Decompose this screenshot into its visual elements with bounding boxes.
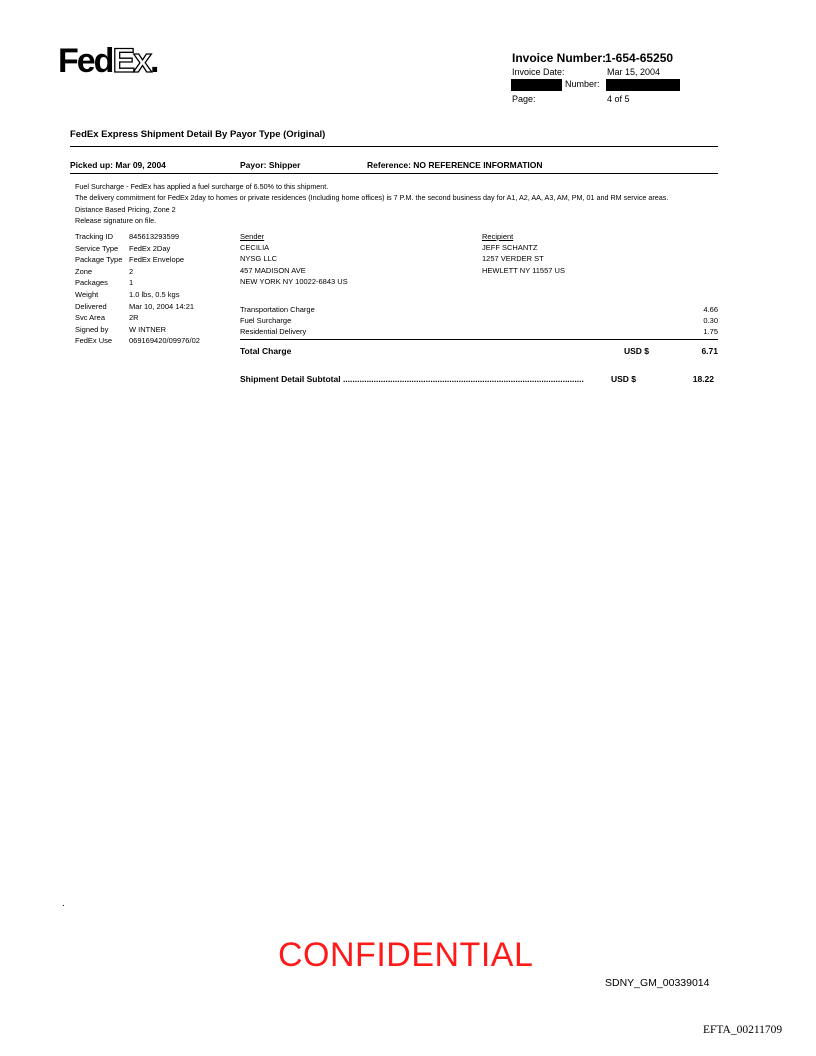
- divider: [240, 339, 718, 340]
- invoice-number-label: Invoice Number:: [512, 51, 607, 65]
- detail-value: 1: [129, 278, 134, 288]
- note-distance-pricing: Distance Based Pricing, Zone 2: [75, 205, 176, 214]
- detail-label: FedEx Use: [75, 336, 113, 346]
- detail-value: 2R: [129, 313, 139, 323]
- confidential-stamp: CONFIDENTIAL: [278, 936, 534, 974]
- recipient-line: JEFF SCHANTZ: [482, 243, 538, 253]
- charge-label: Transportation Charge: [240, 305, 315, 314]
- detail-value: 845613293599: [129, 232, 180, 241]
- page-value: 4 of 5: [607, 94, 630, 104]
- detail-label: Weight: [75, 289, 99, 299]
- sender-line: NYSG LLC: [240, 254, 278, 264]
- invoice-number-value: 1-654-65250: [605, 51, 674, 65]
- charge-amount: 1.75: [703, 327, 718, 336]
- detail-value: 1.0 lbs, 0.5 kgs: [129, 289, 180, 299]
- detail-value: 2: [129, 266, 134, 276]
- account-number-label: Number:: [565, 79, 600, 89]
- picked-up: Picked up: Mar 09, 2004: [70, 160, 166, 170]
- page-label: Page:: [512, 94, 536, 104]
- detail-label: Package Type: [75, 255, 123, 265]
- recipient-block: [482, 231, 565, 276]
- stray-mark: .: [62, 898, 65, 909]
- detail-label: Tracking ID: [75, 232, 114, 241]
- fedex-logo: [58, 42, 158, 81]
- charge-amount: 4.66: [703, 305, 718, 314]
- charge-label: Residential Delivery: [240, 327, 307, 336]
- redaction-box: [511, 79, 562, 91]
- logo-fed: Fed: [58, 42, 113, 80]
- invoice-number: [512, 51, 674, 65]
- reference: Reference: NO REFERENCE INFORMATION: [367, 160, 543, 170]
- logo-dot: .: [150, 42, 158, 80]
- detail-value: FedEx 2Day: [129, 243, 171, 253]
- note-fuel-surcharge: Fuel Surcharge - FedEx has applied a fuel surcharge of 6.50% to this shipment.: [75, 182, 329, 191]
- detail-value: 069169420/09976/02: [129, 336, 200, 346]
- detail-label: Signed by: [75, 324, 109, 334]
- shipment-detail-values: [129, 231, 200, 347]
- detail-label: Zone: [75, 266, 93, 276]
- sender-line: NEW YORK NY 10022-6843 US: [240, 276, 348, 286]
- charge-amount: 0.30: [703, 316, 718, 325]
- subtotal-currency: USD $: [611, 374, 637, 384]
- detail-value: W INTNER: [129, 324, 167, 334]
- detail-label: Packages: [75, 278, 108, 288]
- divider: [70, 146, 718, 147]
- detail-value: FedEx Envelope: [129, 255, 185, 265]
- note-delivery-commitment: The delivery commitment for FedEx 2day to homes or private residences (Including home offices) is 7 P.M. the second business day for A1, A2, AA, A3, AM, PM, 01 and RM service areas.: [75, 193, 669, 202]
- subtotal-label: Shipment Detail Subtotal ......................................................................................................: [240, 374, 584, 384]
- payor: Payor: Shipper: [240, 160, 301, 170]
- detail-label: Svc Area: [75, 313, 106, 323]
- detail-value: Mar 10, 2004 14:21: [129, 301, 195, 311]
- recipient-heading: Recipient: [482, 232, 514, 241]
- sender-line: CECILIA: [240, 243, 270, 253]
- total-amount: 6.71: [701, 346, 718, 356]
- note-release-signature: Release signature on file.: [75, 216, 157, 225]
- divider: [70, 173, 718, 174]
- recipient-line: 1257 VERDER ST: [482, 254, 544, 264]
- invoice-date-label: Invoice Date:: [512, 67, 565, 77]
- recipient-line: HEWLETT NY 11557 US: [482, 265, 565, 275]
- sender-heading: Sender: [240, 232, 265, 241]
- redaction-box: [606, 79, 680, 91]
- section-title: FedEx Express Shipment Detail By Payor Type (Original): [70, 129, 326, 140]
- efta-number: EFTA_00211709: [703, 1024, 783, 1036]
- detail-label: Service Type: [75, 243, 119, 253]
- shipment-details: [75, 231, 122, 347]
- logo-ex: Ex: [112, 42, 151, 80]
- invoice-date-value: Mar 15, 2004: [607, 67, 661, 77]
- detail-label: Delivered: [75, 301, 107, 311]
- charge-label: Fuel Surcharge: [240, 316, 292, 325]
- total-charge-label: Total Charge: [240, 346, 292, 356]
- sender-line: 457 MADISON AVE: [240, 265, 306, 275]
- total-currency: USD $: [624, 346, 650, 356]
- subtotal-amount: 18.22: [692, 374, 714, 384]
- bates-number: SDNY_GM_00339014: [605, 977, 710, 989]
- sender-block: [240, 231, 348, 287]
